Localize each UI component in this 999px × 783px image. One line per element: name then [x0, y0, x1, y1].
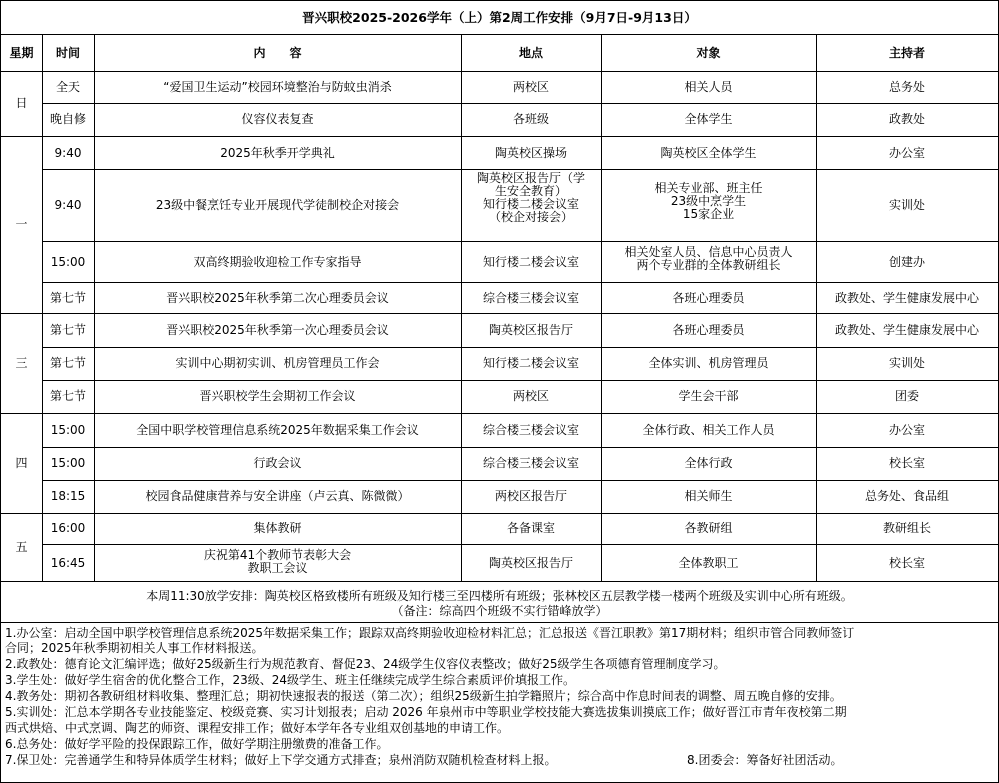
row-target: 相关师生: [684, 489, 733, 503]
dismissal-arrangement: 本周11:30放学安排：陶英校区格致楼所有班级及知行楼三至四楼所有班级；张林校区五层教学楼一楼两个班级及实训中心所有班级。: [146, 589, 853, 603]
row-target: 全体行政、相关工作人员: [642, 423, 775, 437]
row-location: 各班级: [512, 112, 549, 126]
row-host: 政教处: [888, 112, 925, 126]
row-target: 相关专业部、班主任 23级中烹学生 15家企业: [654, 181, 763, 221]
note-line: 2.政教处：德育论文汇编评选；做好25级新生行为规范教育、督促23、24级学生仪容仪表整改；做好25级学生各项德育管理制度学习。: [5, 657, 726, 671]
row-location: 综合楼三楼会议室: [482, 291, 579, 305]
row-divider: [42, 103, 998, 104]
day-divider: [1, 513, 998, 514]
row-target: 学生会干部: [678, 389, 739, 403]
page-title: 晋兴职校2025-2026学年（上）第2周工作安排（9月7日-9月13日）: [302, 10, 697, 25]
header-target: 对象: [696, 46, 721, 60]
row-host: 校长室: [888, 456, 925, 470]
row-host: 校长室: [888, 556, 925, 570]
row-content: 23级中餐烹饪专业开展现代学徒制校企对接会: [155, 198, 400, 212]
note-line: 3.学生处：做好学生宿舍的优化整合工作，23级、24级学生、班主任继续完成学生综合素质评价填报工作。: [5, 673, 575, 687]
row-divider: [42, 380, 998, 381]
row-content: 行政会议: [253, 456, 302, 470]
header-divider: [1, 71, 998, 72]
header-host: 主持者: [888, 46, 925, 60]
row-content: 实训中心期初实训、机房管理员工作会: [175, 356, 380, 370]
note-line: 西式烘焙、中式烹调、陶艺的师资、课程安排工作；做好本学年各专业组双创基地的申请工作。: [5, 721, 510, 735]
row-content: 仪容仪表复查: [241, 112, 314, 126]
note-line: 5.实训处：汇总本学期各专业技能鉴定、校级竞赛、实习计划报表；启动 2026 年泉州市中等职业学校技能大赛选拔集训摸底工作；做好晋江市青年夜校第二期: [5, 705, 847, 719]
row-content: 双高终期验收迎检工作专家指导: [193, 255, 362, 269]
row-location: 知行楼二楼会议室: [482, 255, 579, 269]
row-location: 两校区报告厅: [494, 489, 567, 503]
row-time: 第七节: [49, 356, 86, 370]
row-content: 庆祝第41个教师节表彰大会 教职工会议: [203, 548, 352, 575]
row-time: 9:40: [54, 198, 82, 212]
row-location: 陶英校区报告厅（学 生安全教育） 知行楼二楼会议室 （校企对接会）: [476, 171, 585, 224]
row-content: 晋兴职校2025年秋季第二次心理委员会议: [166, 291, 389, 305]
row-time: 16:45: [50, 556, 86, 570]
row-content: 晋兴职校学生会期初工作会议: [199, 389, 356, 403]
row-target: 全体教职工: [678, 556, 739, 570]
row-host: 实训处: [888, 356, 925, 370]
row-host: 实训处: [888, 198, 925, 212]
row-target: 相关人员: [684, 80, 733, 94]
row-time: 第七节: [49, 389, 86, 403]
row-content: 校园食品健康营养与安全讲座（卢云真、陈微微）: [145, 489, 410, 503]
row-content: 2025年秋季开学典礼: [220, 146, 335, 160]
row-target: 各教研组: [684, 521, 733, 535]
row-host: 教研组长: [882, 521, 931, 535]
note-line: 1.办公室：启动全国中职学校管理信息系统2025年数据采集工作；跟踪双高终期验收迎检材料汇总；汇总报送《晋江职教》第17期材料；组织市管合同教师签订: [5, 626, 855, 640]
day-divider: [1, 413, 998, 414]
row-host: 创建办: [888, 255, 925, 269]
day-thursday: 四: [15, 456, 28, 470]
row-location: 陶英校区报告厅: [488, 323, 573, 337]
row-target: 全体实训、机房管理员: [648, 356, 769, 370]
table-bottom: [1, 581, 998, 582]
header-content: 内 容: [253, 46, 302, 60]
dismissal-note: （备注：综高四个班级不实行错峰放学）: [391, 604, 608, 618]
notes-divider: [1, 622, 998, 623]
row-host: 政教处、学生健康发展中心: [834, 291, 979, 305]
row-location: 两校区: [512, 80, 549, 94]
row-divider: [42, 241, 998, 242]
row-time: 9:40: [54, 146, 82, 160]
row-divider: [42, 347, 998, 348]
note-line: 8.团委会：筹备好社团活动。: [687, 753, 843, 767]
row-location: 陶英校区操场: [494, 146, 567, 160]
day-monday: 一: [15, 217, 28, 231]
row-time: 15:00: [50, 255, 86, 269]
note-line: 合同；2025年秋季期初相关人事工作材料报送。: [5, 641, 264, 655]
row-content: 晋兴职校2025年秋季第一次心理委员会议: [166, 323, 389, 337]
row-time: 18:15: [50, 489, 86, 503]
row-host: 总务处: [888, 80, 925, 94]
day-friday: 五: [15, 540, 28, 554]
row-divider: [42, 480, 998, 481]
row-location: 陶英校区报告厅: [488, 556, 573, 570]
day-divider: [1, 136, 998, 137]
day-wednesday: 三: [15, 356, 28, 370]
row-target: 全体学生: [684, 112, 733, 126]
row-host: 办公室: [888, 423, 925, 437]
row-divider: [42, 447, 998, 448]
row-time: 第七节: [49, 291, 86, 305]
row-location: 知行楼二楼会议室: [482, 356, 579, 370]
row-target: 全体行政: [684, 456, 733, 470]
row-location: 两校区: [512, 389, 549, 403]
row-host: 总务处、食品组: [864, 489, 949, 503]
note-line: 7.保卫处：完善通学生和特异体质学生材料；做好上下学交通方式排查；泉州消防双随机检查材料上报。: [5, 753, 557, 767]
row-divider: [42, 544, 998, 545]
note-line: 6.总务处：做好学平险的投保跟踪工作，做好学期注册缴费的准备工作。: [5, 737, 389, 751]
row-target: 各班心理委员: [672, 291, 745, 305]
day-divider: [1, 313, 998, 314]
row-target: 相关处室人员、信息中心员责人 两个专业群的全体教研组长: [624, 245, 793, 272]
day-sunday: 日: [15, 96, 28, 110]
row-time: 15:00: [50, 456, 86, 470]
row-target: 各班心理委员: [672, 323, 745, 337]
row-time: 16:00: [50, 521, 86, 535]
header-day: 星期: [9, 46, 34, 60]
row-location: 综合楼三楼会议室: [482, 423, 579, 437]
row-divider: [42, 282, 998, 283]
row-target: 陶英校区全体学生: [660, 146, 757, 160]
header-time: 时间: [55, 46, 80, 60]
row-host: 团委: [894, 389, 919, 403]
row-time: 第七节: [49, 323, 86, 337]
row-time: 晚自修: [49, 112, 86, 126]
row-host: 政教处、学生健康发展中心: [834, 323, 979, 337]
row-content: 集体教研: [253, 521, 302, 535]
row-location: 综合楼三楼会议室: [482, 456, 579, 470]
row-time: 15:00: [50, 423, 86, 437]
row-divider: [42, 169, 998, 170]
title-divider: [1, 34, 998, 35]
row-host: 办公室: [888, 146, 925, 160]
row-content: 全国中职学校管理信息系统2025年数据采集工作会议: [136, 423, 419, 437]
header-location: 地点: [518, 46, 543, 60]
row-time: 全天: [55, 80, 80, 94]
row-location: 各备课室: [506, 521, 555, 535]
note-line: 4.教务处：期初各教研组材料收集、整理汇总；期初快速报表的报送（第二次）；组织25级新生拍学籍照片；综合高中作息时间表的调整、周五晚自修的安排。: [5, 689, 842, 703]
row-content: “爱国卫生运动”校园环境整治与防蚊虫消杀: [163, 80, 392, 94]
